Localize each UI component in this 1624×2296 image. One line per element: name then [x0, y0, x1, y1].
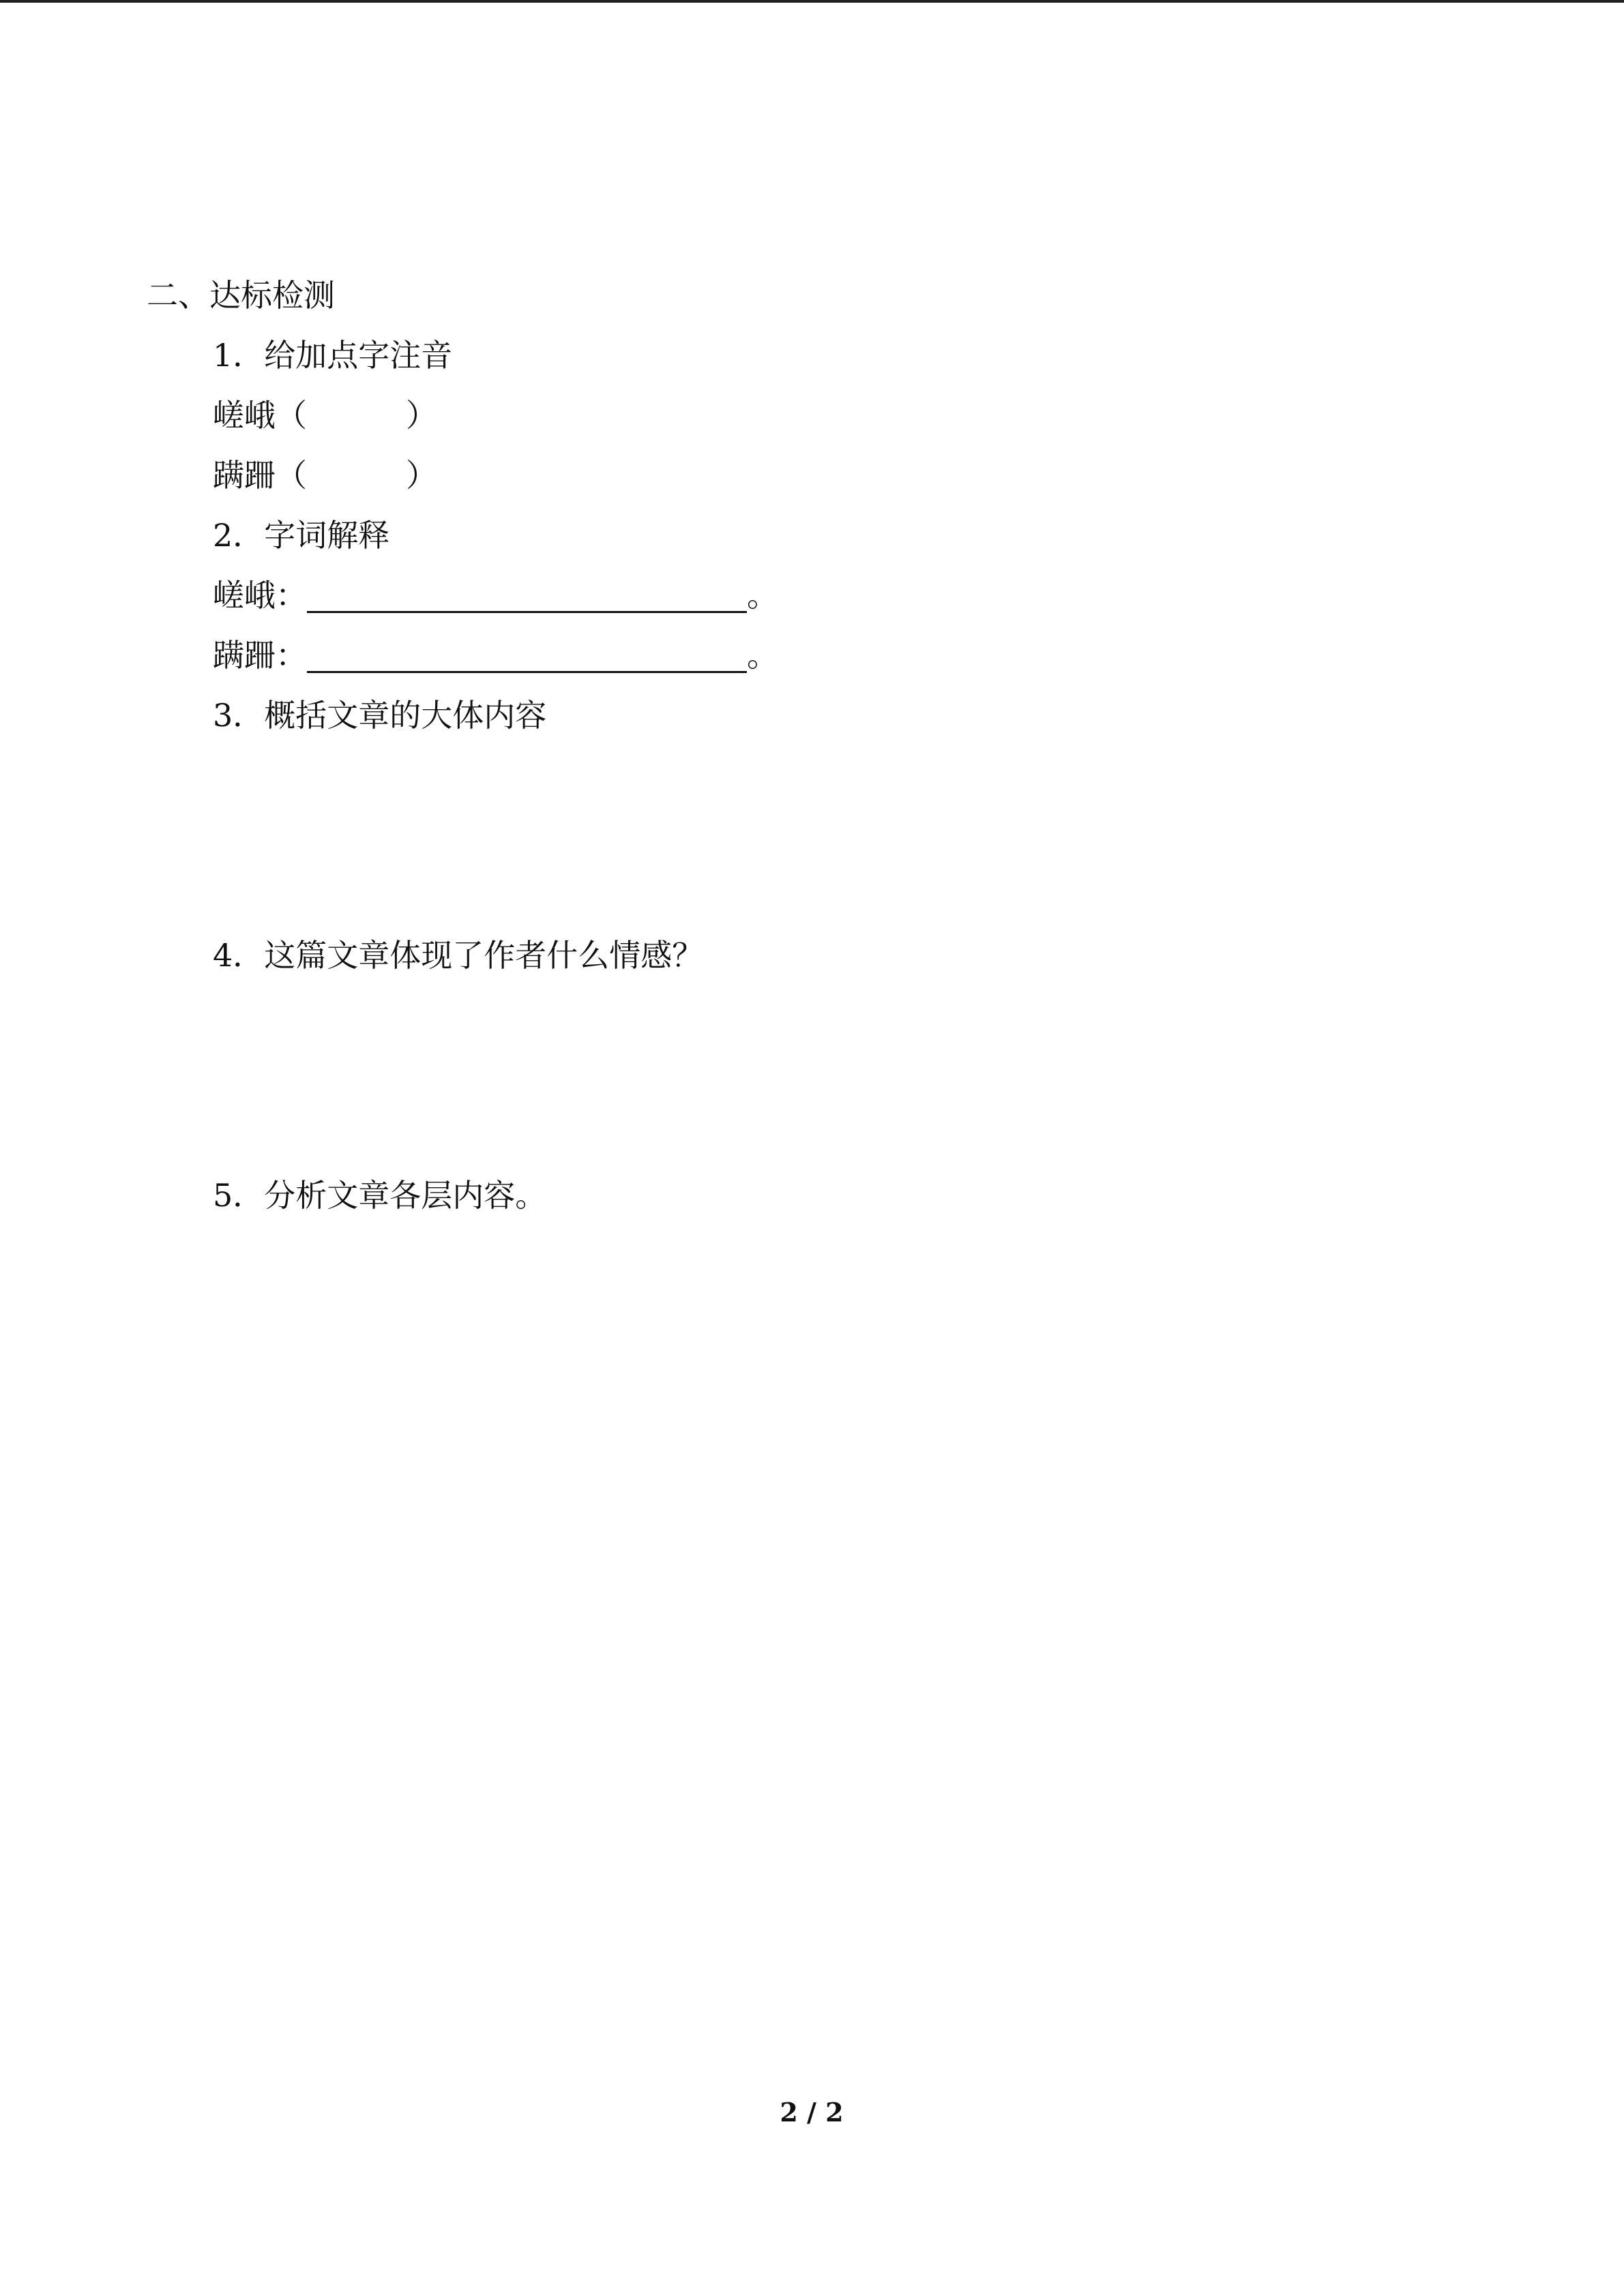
period-mark: 。: [747, 637, 778, 674]
top-border-line: [0, 0, 1624, 3]
open-paren: （: [276, 397, 307, 434]
page-number: 2 / 2: [780, 2097, 844, 2128]
question-2-title: 2．字词解释: [213, 517, 390, 554]
definition-item-1: [213, 575, 778, 616]
close-paren: ）: [406, 397, 437, 434]
pinyin-word-1: 嵯峨: [213, 397, 276, 434]
definition-answer-line-2[interactable]: [307, 641, 747, 673]
pinyin-item-2: [213, 455, 437, 496]
definition-answer-line-1[interactable]: [307, 581, 747, 613]
question-5-title: 5．分析文章各层内容。: [213, 1177, 547, 1214]
period-mark: 。: [747, 577, 778, 614]
question-1-title: 1．给加点字注音: [213, 337, 453, 374]
open-paren: （: [276, 457, 307, 494]
question-3-title: 3．概括文章的大体内容: [213, 697, 547, 734]
pinyin-word-2: 蹒跚: [213, 457, 276, 494]
close-paren: ）: [406, 457, 437, 494]
definition-word-2: 蹒跚：: [213, 637, 307, 674]
pinyin-item-1: [213, 395, 437, 436]
definition-item-2: [213, 635, 778, 676]
definition-word-1: 嵯峨：: [213, 577, 307, 614]
section-title: 二、达标检测: [147, 277, 335, 314]
question-4-title: 4．这篇文章体现了作者什么情感？: [213, 937, 704, 974]
